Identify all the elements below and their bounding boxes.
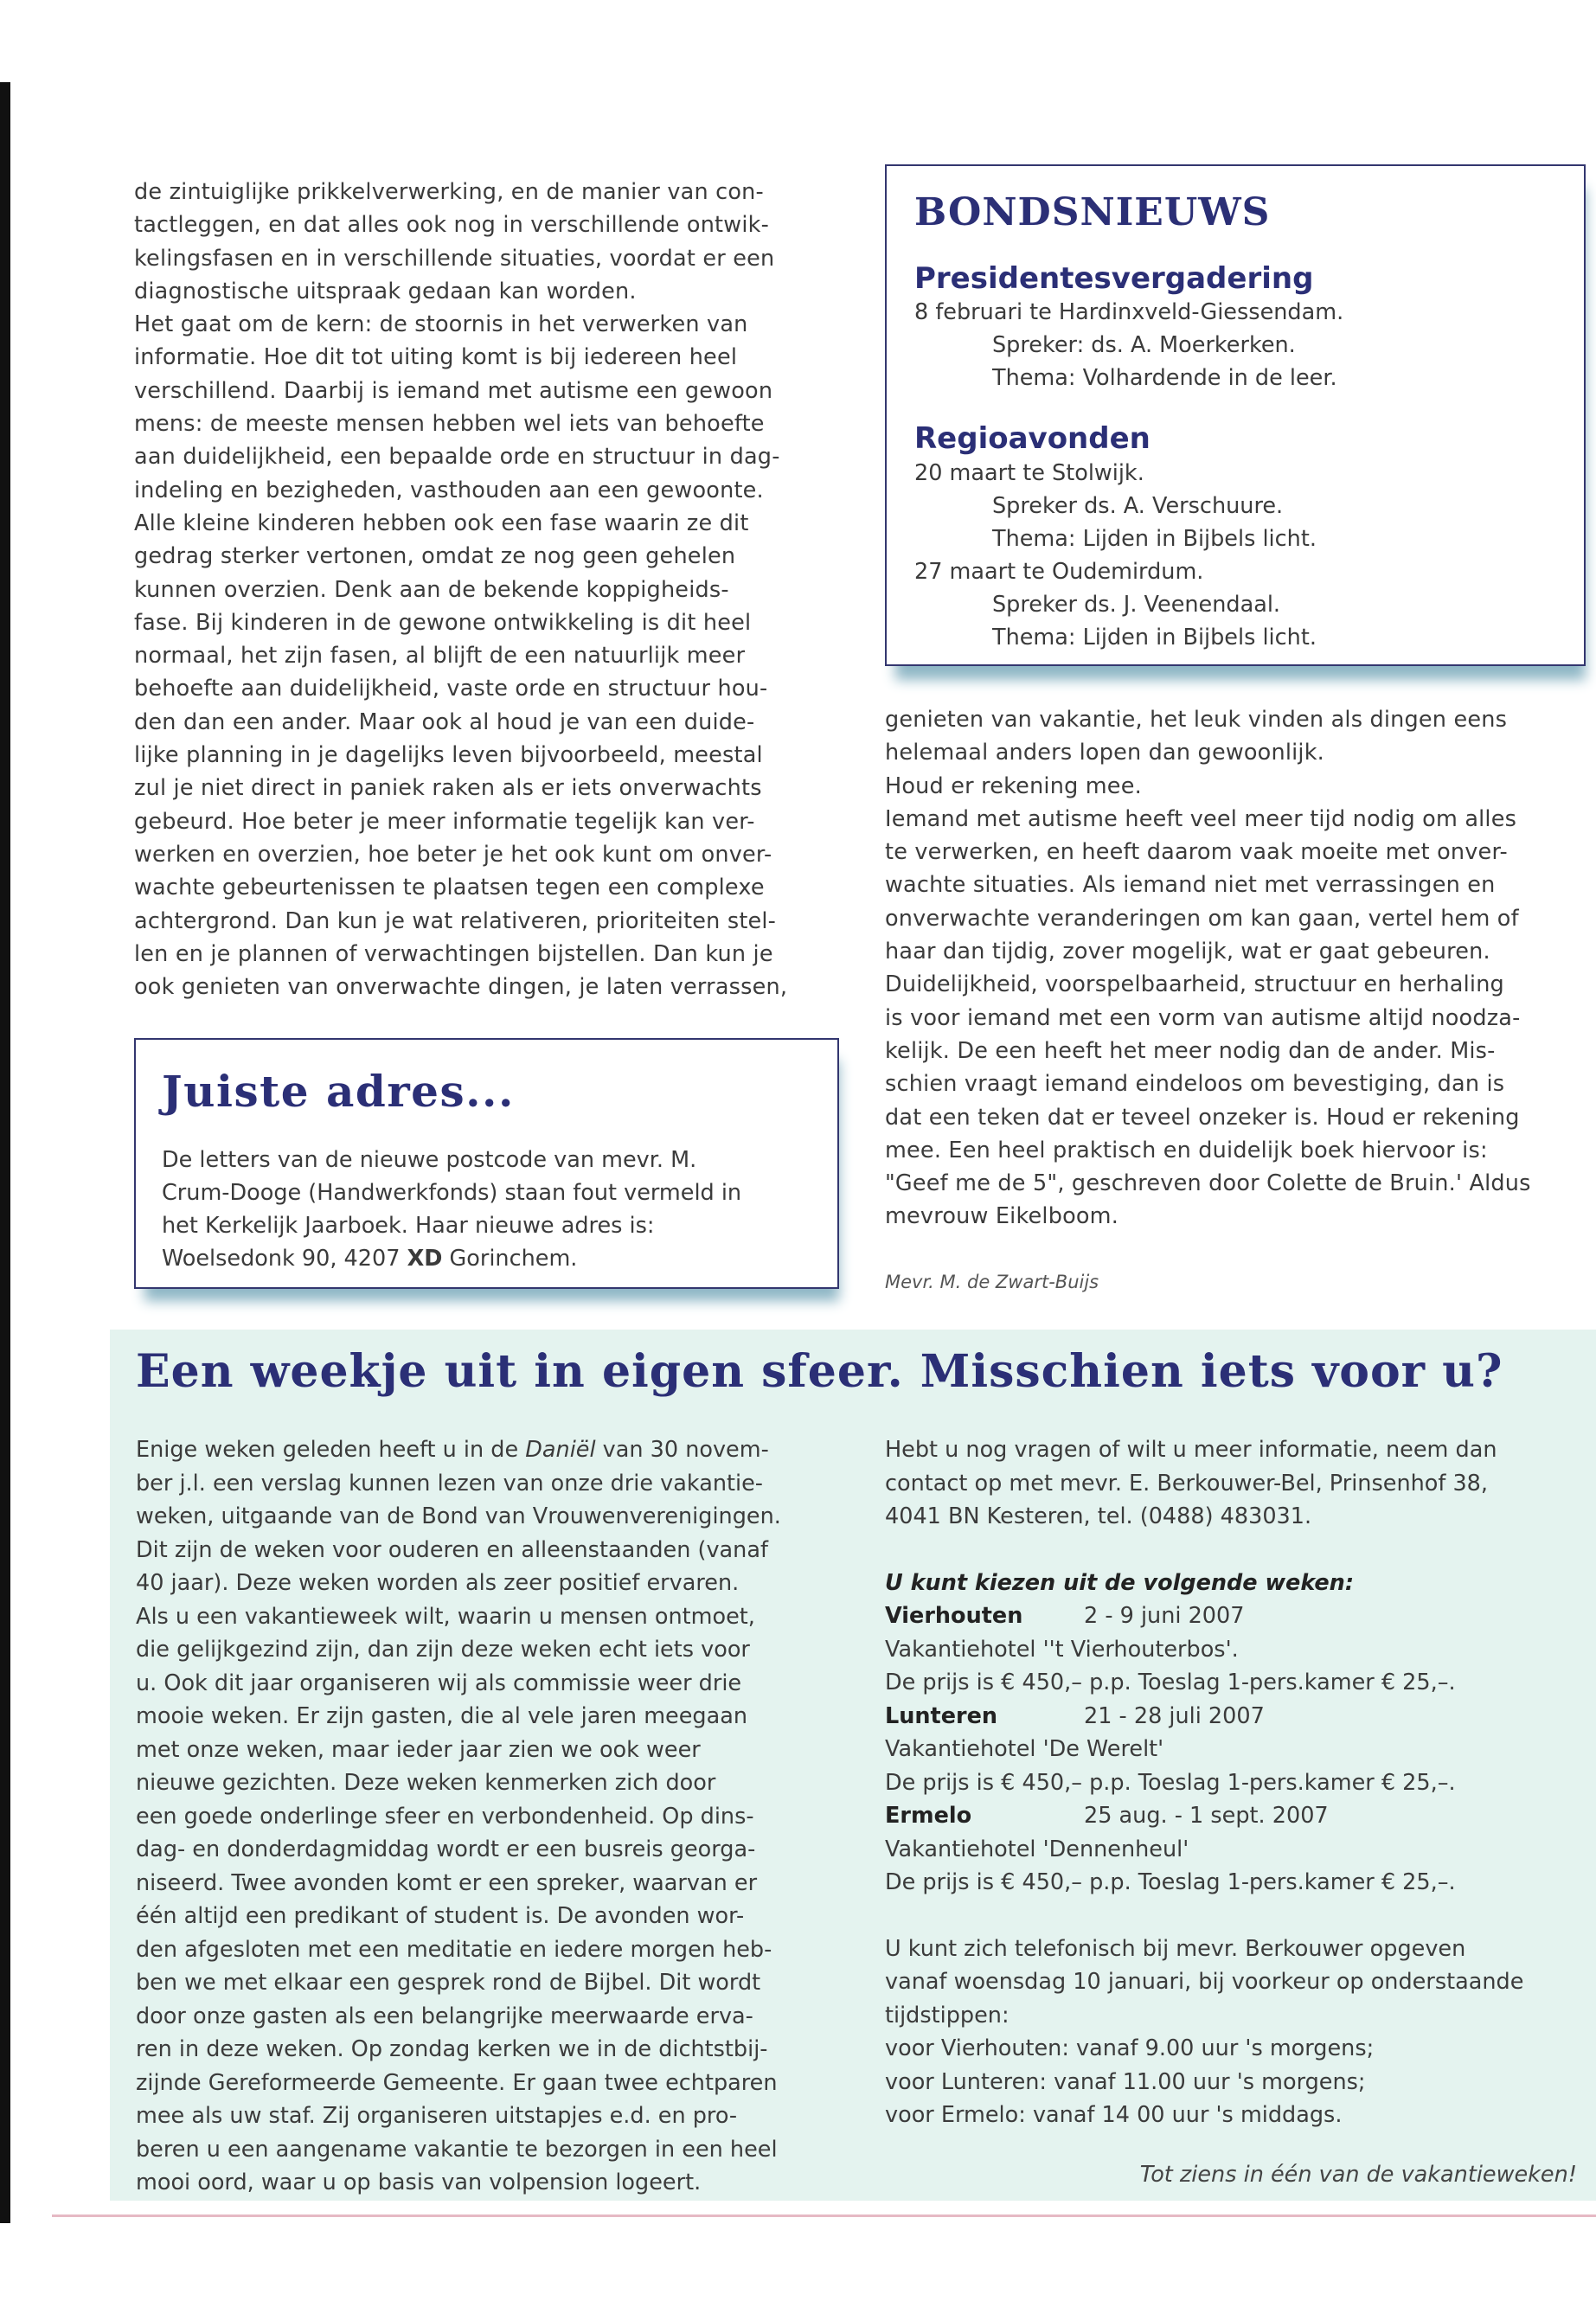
text-line: nieuwe gezichten. Deze weken kenmerken zich door <box>136 1770 716 1796</box>
week-dates: 25 aug. - 1 sept. 2007 <box>1084 1803 1329 1829</box>
text-line: wachte situaties. Als iemand niet met verrassingen en <box>885 872 1496 899</box>
regio-speaker: Spreker ds. A. Verschuure. <box>992 493 1284 519</box>
text-line: mevrouw Eikelboom. <box>885 1203 1119 1230</box>
text-line: dat een teken dat er teveel onzeker is. Houd er rekening <box>885 1104 1520 1131</box>
text-line <box>136 1433 845 1467</box>
address-city: Gorinchem. <box>442 1246 578 1272</box>
text-line: Het gaat om de kern: de stoornis in het verwerken van <box>134 311 748 338</box>
text-line: mee als uw staf. Zij organiseren uitstapjes e.d. en pro- <box>136 2103 738 2129</box>
text-line: tactleggen, en dat alles ook nog in verschillende ontwik- <box>134 212 769 239</box>
text-line: niseerd. Twee avonden komt er een spreker, waarvan er <box>136 1869 758 1896</box>
text-line: gebeurd. Hoe beter je meer informatie tegelijk kan ver- <box>134 808 755 835</box>
meeting-speaker: Spreker: ds. A. Moerkerken. <box>992 332 1296 358</box>
week-place: Ermelo <box>885 1803 972 1829</box>
text-line: mooie weken. Er zijn gasten, die al vele jaren meegaan <box>136 1703 748 1729</box>
text-line: is voor iemand met een vorm van autisme altijd noodza- <box>885 1004 1521 1031</box>
week-price: De prijs is € 450,– p.p. Toeslag 1-pers.kamer € 25,–. <box>885 1869 1456 1895</box>
text-line: den dan een ander. Maar ook al houd je van een duide- <box>134 708 755 735</box>
adres-title: Juiste adres... <box>162 1066 515 1117</box>
meeting-theme: Thema: Volhardende in de leer. <box>992 365 1337 391</box>
weken-left-column <box>136 1433 845 2200</box>
spacer <box>885 1900 1577 1932</box>
text-line: een goede onderlinge sfeer en verbondenheid. Op dins- <box>136 1803 754 1830</box>
text-span: Enige weken geleden heeft u in de <box>136 1437 526 1463</box>
author-signature: Mevr. M. de Zwart-Buijs <box>885 1272 1099 1292</box>
text-line: 4041 BN Kesteren, tel. (0488) 483031. <box>885 1503 1312 1529</box>
week-dates: 2 - 9 juni 2007 <box>1084 1603 1245 1629</box>
text-line: één altijd een predikant of student is. De avonden wor- <box>136 1903 745 1929</box>
text-line: kelijk. De een heeft het meer nodig dan de ander. Mis- <box>885 1037 1496 1064</box>
vakantieweken-section <box>110 1330 1596 2201</box>
text-span: van 30 novem- <box>595 1437 769 1463</box>
text-line: schien vraagt iemand eindeloos om bevestiging, dan is <box>885 1071 1505 1098</box>
regio-date: 20 maart te Stolwijk. <box>914 460 1144 486</box>
text-line: door onze gasten als een belangrijke meerwaarde erva- <box>136 2003 753 2029</box>
text-line: gedrag sterker vertonen, omdat ze nog geen gehelen <box>134 543 736 570</box>
text-line: voor Ermelo: vanaf 14 00 uur 's middags. <box>885 2102 1343 2128</box>
meeting-date: 8 februari te Hardinxveld-Giessendam. <box>914 299 1344 325</box>
page-bottom-rule <box>52 2214 1596 2217</box>
text-line: De letters van de nieuwe postcode van mevr. M. <box>162 1147 697 1173</box>
text-line: normaal, het zijn fasen, al blijft de een natuurlijk meer <box>134 643 746 670</box>
text-line: "Geef me de 5", geschreven door Colette de Bruin.' Aldus <box>885 1170 1531 1197</box>
postcode-letters: XD <box>407 1246 443 1272</box>
text-line: Duidelijkheid, voorspelbaarheid, structuur en herhaling <box>885 971 1504 998</box>
text-line: het Kerkelijk Jaarboek. Haar nieuwe adres is: <box>162 1213 655 1239</box>
text-line: wachte gebeurtenissen te plaatsen tegen een complexe <box>134 875 765 901</box>
address-text: Woelsedonk 90, 4207 <box>162 1246 407 1272</box>
weken-title: Een weekje uit in eigen sfeer. Misschien iets voor u? <box>136 1345 1503 1398</box>
regio-date: 27 maart te Oudemirdum. <box>914 559 1204 585</box>
presidentesvergadering-heading: Presidentesvergadering <box>914 261 1314 296</box>
text-line: aan duidelijkheid, een bepaalde orde en structuur in dag- <box>134 444 780 471</box>
adres-body <box>162 1144 819 1275</box>
text-line: de zintuiglijke prikkelverwerking, en de manier van con- <box>134 179 764 205</box>
bondsnieuws-title: BONDSNIEUWS <box>914 190 1271 234</box>
text-line: fase. Bij kinderen in de gewone ontwikkeling is dit heel <box>134 609 752 636</box>
juiste-adres-box <box>134 1038 839 1289</box>
closing-line: Tot ziens in één van de vakantieweken! <box>1139 2161 1577 2188</box>
publication-name: Daniël <box>525 1437 596 1463</box>
text-line: voor Lunteren: vanaf 11.00 uur 's morgens; <box>885 2068 1366 2095</box>
week-row <box>885 1599 1577 1633</box>
regio-theme: Thema: Lijden in Bijbels licht. <box>992 526 1317 552</box>
text-line: informatie. Hoe dit tot uiting komt is bij iedereen heel <box>134 344 738 371</box>
article-left-column <box>134 176 835 1003</box>
text-line: ren in deze weken. Op zondag kerken we in de dichtstbij- <box>136 2036 768 2062</box>
text-line: tijdstippen: <box>885 2002 1010 2029</box>
text-line: kunnen overzien. Denk aan de bekende koppigheids- <box>134 576 729 603</box>
week-hotel: Vakantiehotel 'Dennenheul' <box>885 1836 1189 1862</box>
text-line: Hebt u nog vragen of wilt u meer informatie, neem dan <box>885 1437 1497 1463</box>
text-line: haar dan tijdig, zover mogelijk, wat er gaat gebeuren. <box>885 939 1490 965</box>
text-line: Als u een vakantieweek wilt, waarin u mensen ontmoet, <box>136 1603 755 1630</box>
text-line: Crum-Dooge (Handwerkfonds) staan fout vermeld in <box>162 1180 742 1206</box>
week-row <box>885 1799 1577 1833</box>
week-place: Vierhouten <box>885 1603 1023 1629</box>
week-place: Lunteren <box>885 1702 998 1729</box>
week-price: De prijs is € 450,– p.p. Toeslag 1-pers.kamer € 25,–. <box>885 1670 1456 1695</box>
text-line: ber j.l. een verslag kunnen lezen van onze drie vakantie- <box>136 1470 763 1497</box>
text-line: Dit zijn de weken voor ouderen en alleenstaanden (vanaf <box>136 1536 768 1563</box>
weeks-heading: U kunt kiezen uit de volgende weken: <box>885 1569 1355 1596</box>
spacer <box>885 1534 1577 1567</box>
text-line: genieten van vakantie, het leuk vinden als dingen eens <box>885 707 1508 733</box>
text-line: contact op met mevr. E. Berkouwer-Bel, Prinsenhof 38, <box>885 1470 1489 1497</box>
week-dates: 21 - 28 juli 2007 <box>1084 1702 1265 1729</box>
text-line: achtergrond. Dan kun je wat relativeren, prioriteiten stel- <box>134 907 777 934</box>
text-line: ben we met elkaar een gesprek rond de Bijbel. Dit wordt <box>136 1970 761 1996</box>
text-line: helemaal anders lopen dan gewoonlijk. <box>885 740 1324 766</box>
text-line: verschillend. Daarbij is iemand met autisme een gewoon <box>134 377 773 404</box>
text-line: U kunt zich telefonisch bij mevr. Berkouwer opgeven <box>885 1935 1466 1962</box>
article-right-column <box>885 703 1581 1234</box>
text-line: onverwachte veranderingen om kan gaan, vertel hem of <box>885 905 1519 932</box>
text-line: mens: de meeste mensen hebben wel iets van behoefte <box>134 411 765 438</box>
week-hotel: Vakantiehotel 'De Werelt' <box>885 1736 1164 1762</box>
text-line: Houd er rekening mee. <box>885 772 1142 799</box>
text-line: weken, uitgaande van de Bond van Vrouwenverenigingen. <box>136 1503 781 1529</box>
text-line: voor Vierhouten: vanaf 9.00 uur 's morgens; <box>885 2035 1375 2061</box>
text-line: Iemand met autisme heeft veel meer tijd nodig om alles <box>885 805 1517 832</box>
text-line: zijnde Gereformeerde Gemeente. Er gaan twee echtparen <box>136 2069 778 2096</box>
text-line: lijke planning in je dagelijks leven bijvoorbeeld, meestal <box>134 742 763 769</box>
week-row <box>885 1700 1577 1734</box>
text-line: beren u een aangename vakantie te bezorgen in een heel <box>136 2136 778 2163</box>
scan-binding-edge <box>0 82 10 2223</box>
text-line: met onze weken, maar ieder jaar zien we ook weer <box>136 1736 701 1763</box>
text-line: mee. Een heel praktisch en duidelijk boek hiervoor is: <box>885 1137 1488 1163</box>
text-line: ook genieten van onverwachte dingen, je laten verrassen, <box>134 974 788 1001</box>
text-line: te verwerken, en heeft daarom vaak moeite met onver- <box>885 839 1508 866</box>
week-price: De prijs is € 450,– p.p. Toeslag 1-pers.kamer € 25,–. <box>885 1769 1456 1796</box>
weken-right-column <box>885 1433 1577 2191</box>
text-line: behoefte aan duidelijkheid, vaste orde en structuur hou- <box>134 676 768 702</box>
week-hotel: Vakantiehotel ''t Vierhouterbos'. <box>885 1636 1239 1663</box>
text-line: indeling en bezigheden, vasthouden aan een gewoonte. <box>134 477 764 503</box>
bondsnieuws-box <box>885 164 1586 666</box>
text-line: u. Ook dit jaar organiseren wij als commissie weer drie <box>136 1670 742 1696</box>
text-line: die gelijkgezind zijn, dan zijn deze weken echt iets voor <box>136 1637 750 1663</box>
text-line: mooi oord, waar u op basis van volpension logeert. <box>136 2170 702 2195</box>
text-line: vanaf woensdag 10 januari, bij voorkeur op onderstaande <box>885 1969 1524 1995</box>
text-line: den afgesloten met een meditatie en iedere morgen heb- <box>136 1936 772 1963</box>
text-line: werken en overzien, hoe beter je het ook kunt om onver- <box>134 841 772 868</box>
text-line: zul je niet direct in paniek raken als er iets onverwachts <box>134 775 762 802</box>
text-line: 40 jaar). Deze weken worden als zeer positief ervaren. <box>136 1570 740 1596</box>
text-line: len en je plannen of verwachtingen bijstellen. Dan kun je <box>134 940 773 967</box>
regio-theme: Thema: Lijden in Bijbels licht. <box>992 625 1317 651</box>
address-line <box>162 1242 819 1275</box>
text-line: Alle kleine kinderen hebben ook een fase waarin ze dit <box>134 510 749 536</box>
text-line: kelingsfasen en in verschillende situaties, voordat er een <box>134 245 775 272</box>
text-line: dag- en donderdagmiddag wordt er een busreis georga- <box>136 1836 756 1862</box>
regio-speaker: Spreker ds. J. Veenendaal. <box>992 592 1281 618</box>
text-line: diagnostische uitspraak gedaan kan worden. <box>134 278 637 304</box>
regioavonden-heading: Regioavonden <box>914 421 1151 456</box>
